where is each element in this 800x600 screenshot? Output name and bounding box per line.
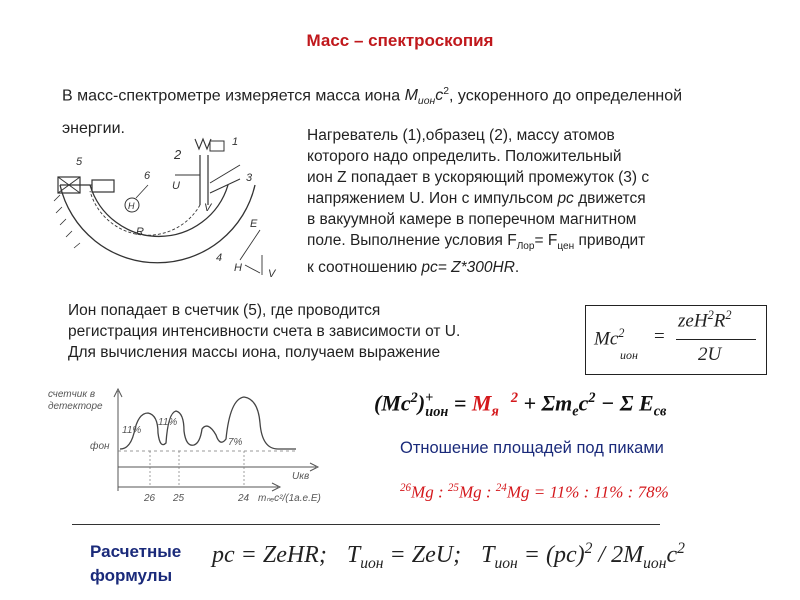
- mass-energy-equation: [374, 390, 666, 421]
- box-fraction-bar: [676, 339, 756, 340]
- isotope-26: 26: [400, 482, 412, 494]
- ratio-caption: Отношение площадей под пиками: [400, 439, 664, 457]
- spectrum-fon-label: фон: [90, 441, 110, 452]
- eq-sub-ion: ион: [425, 403, 449, 420]
- box-lhs-sub: ион: [620, 348, 638, 362]
- diagram-label-V2: V: [204, 202, 212, 214]
- formula-2m: / 2M: [592, 542, 644, 568]
- spectrometer-diagram: [50, 135, 310, 290]
- divider-line: [72, 524, 660, 525]
- para1-line4-b: движется: [573, 190, 646, 207]
- eq-close: ): [417, 390, 426, 416]
- eq-sum-e: − Σ E: [595, 390, 654, 416]
- diagram-label-H: H: [234, 262, 242, 274]
- eq-sub-sv: св: [653, 403, 667, 420]
- intro-before: В масс-спектрометре измеряется масса иона: [62, 87, 405, 105]
- isotope-mg-3: Mg: [506, 482, 530, 502]
- para1-line6-b: приводит: [574, 232, 646, 249]
- para1-line4-a: напряжением U. Ион с импульсом: [307, 190, 558, 207]
- para1-lor-sub: Лор: [516, 241, 535, 253]
- box-num-zeh: zeH: [678, 310, 708, 332]
- formula-pc-sq: = (pc): [517, 542, 585, 568]
- spectrum-tick-24: 24: [238, 493, 250, 504]
- page-title: Масс – спектроскопия: [306, 31, 494, 50]
- diagram-label-6: 6: [144, 170, 151, 182]
- para1-pc: pc: [557, 190, 574, 207]
- eq-ya-sub: я: [491, 403, 499, 420]
- box-num-r: R: [713, 310, 726, 332]
- eq-sup-plus: +: [425, 390, 434, 406]
- diagram-label-E: E: [250, 218, 258, 230]
- spectrum-peak-11b: 11%: [158, 417, 178, 428]
- formula-t1: T: [346, 542, 361, 568]
- box-denominator: 2U: [698, 344, 722, 365]
- formula-c: c: [666, 542, 678, 568]
- para1-line7-b: pc= Z*300HR: [421, 259, 515, 277]
- isotope-25: 25: [447, 482, 459, 494]
- formula-kinetic: [346, 542, 462, 572]
- formula-momentum: pc = ZeHR;: [212, 542, 327, 568]
- isotope-ratio: $^{26}$Mg : $^{25}$Mg : $^{24}$Mg = 11% : 11% : 78%: [400, 482, 669, 502]
- description-paragraph: [307, 125, 777, 278]
- para1-line6-a: поле. Выполнение условия F: [307, 232, 517, 249]
- para1-line1: Нагреватель (1),образец (2), массу атомов: [307, 127, 615, 144]
- eq-sum-me: + Σm: [517, 390, 573, 416]
- isotope-percentages: = 11% : 11% : 78%: [529, 482, 669, 502]
- para1-line4: [307, 188, 777, 209]
- calc-label: [90, 540, 210, 588]
- eq-open: (Mc: [374, 390, 411, 416]
- diagram-label-U: U: [172, 180, 180, 192]
- diagram-label-V1: V: [268, 268, 276, 280]
- box-lhs-mc: Mc: [594, 328, 619, 350]
- spectrum-xlabel: Uкв: [292, 471, 310, 482]
- intro-m: M: [404, 87, 418, 105]
- para1-line7: [307, 257, 777, 278]
- calc-label-line1: Расчетные: [90, 542, 182, 561]
- spectrum-tick-25: 25: [173, 493, 185, 504]
- diagram-label-3: 3: [246, 172, 253, 184]
- diagram-label-2: 2: [174, 147, 182, 162]
- eq-c: c: [578, 390, 589, 416]
- box-num-sup: 2: [707, 308, 714, 322]
- formula-t2-sub: ион: [494, 554, 518, 572]
- spectrum-sketch: [48, 383, 360, 513]
- eq-sub-e: e: [572, 403, 579, 420]
- eq-sup2: 2: [410, 390, 418, 406]
- intro-m-sub: ион: [417, 96, 436, 108]
- diagram-label-5: 5: [76, 156, 83, 168]
- para1-line5: в вакуумной камере в поперечном магнитном: [307, 211, 637, 228]
- isotope-mg-1: Mg: [411, 482, 434, 502]
- para2-line1: Ион попадает в счетчик (5), где проводится: [68, 302, 381, 319]
- spectrum-tick-26: 26: [144, 493, 156, 504]
- box-eq: =: [654, 326, 665, 347]
- para2-line3: Для вычисления массы иона, получаем выражение: [68, 344, 441, 361]
- formula-t1-sub: ион: [360, 554, 384, 572]
- box-lhs: [594, 326, 624, 350]
- isotope-mg-2: Mg: [458, 482, 482, 502]
- counter-paragraph: [68, 300, 588, 363]
- intro-c-sup: 2: [443, 86, 449, 97]
- eq-sup-c: 2: [588, 390, 596, 406]
- para2-line2: регистрация интенсивности счета в зависимости от U.: [68, 323, 461, 340]
- formula-c-sup: 2: [677, 540, 685, 557]
- formula-kinetic-momentum: [481, 540, 685, 572]
- eq-equals: =: [448, 390, 472, 416]
- formula-t2: T: [481, 542, 495, 568]
- para1-line3: ион Z попадает в ускоряющий промежуток (3) с: [307, 169, 650, 186]
- para1-eq: = F: [534, 232, 558, 249]
- diagram-label-R: R: [136, 226, 144, 238]
- isotope-24: 24: [495, 482, 507, 494]
- intro-after: , ускоренного до определенной энергии.: [62, 87, 683, 137]
- formula-m-sub: ион: [643, 554, 667, 572]
- para1-line6: [307, 230, 777, 257]
- diagram-label-1: 1: [232, 136, 239, 148]
- eq-m-nucleus: M: [471, 390, 492, 416]
- para1-line7-a: к соотношению: [307, 259, 422, 277]
- intro-c: c: [435, 87, 444, 105]
- formula-pc-sup: 2: [584, 540, 593, 557]
- spectrum-ylabel-1: счетчик в: [48, 389, 96, 400]
- box-num-r-sup: 2: [725, 308, 732, 322]
- spectrum-peak-11a: 11%: [122, 425, 142, 436]
- diagram-label-4: 4: [216, 252, 223, 264]
- mass-formula-box: [585, 305, 767, 375]
- para1-cen-sub: цен: [557, 241, 575, 253]
- diagram-label-H-circle: H: [128, 201, 135, 211]
- calc-formulas: [212, 540, 685, 573]
- para1-line7-c: .: [514, 259, 520, 277]
- spectrum-peak-7: 7%: [228, 437, 243, 448]
- spectrum-ylabel-2: детекторе: [48, 401, 103, 412]
- eq-red-sup: 2: [510, 390, 518, 406]
- box-numerator: [678, 308, 732, 332]
- para1-line2: которого надо определить. Положительный: [307, 148, 622, 165]
- calc-label-line2: формулы: [90, 566, 173, 585]
- spectrum-mass-axis: mₙₑc²/(1а.е.Е): [258, 493, 321, 504]
- formula-zeu: = ZeU;: [383, 542, 462, 568]
- box-lhs-sup: 2: [618, 326, 625, 340]
